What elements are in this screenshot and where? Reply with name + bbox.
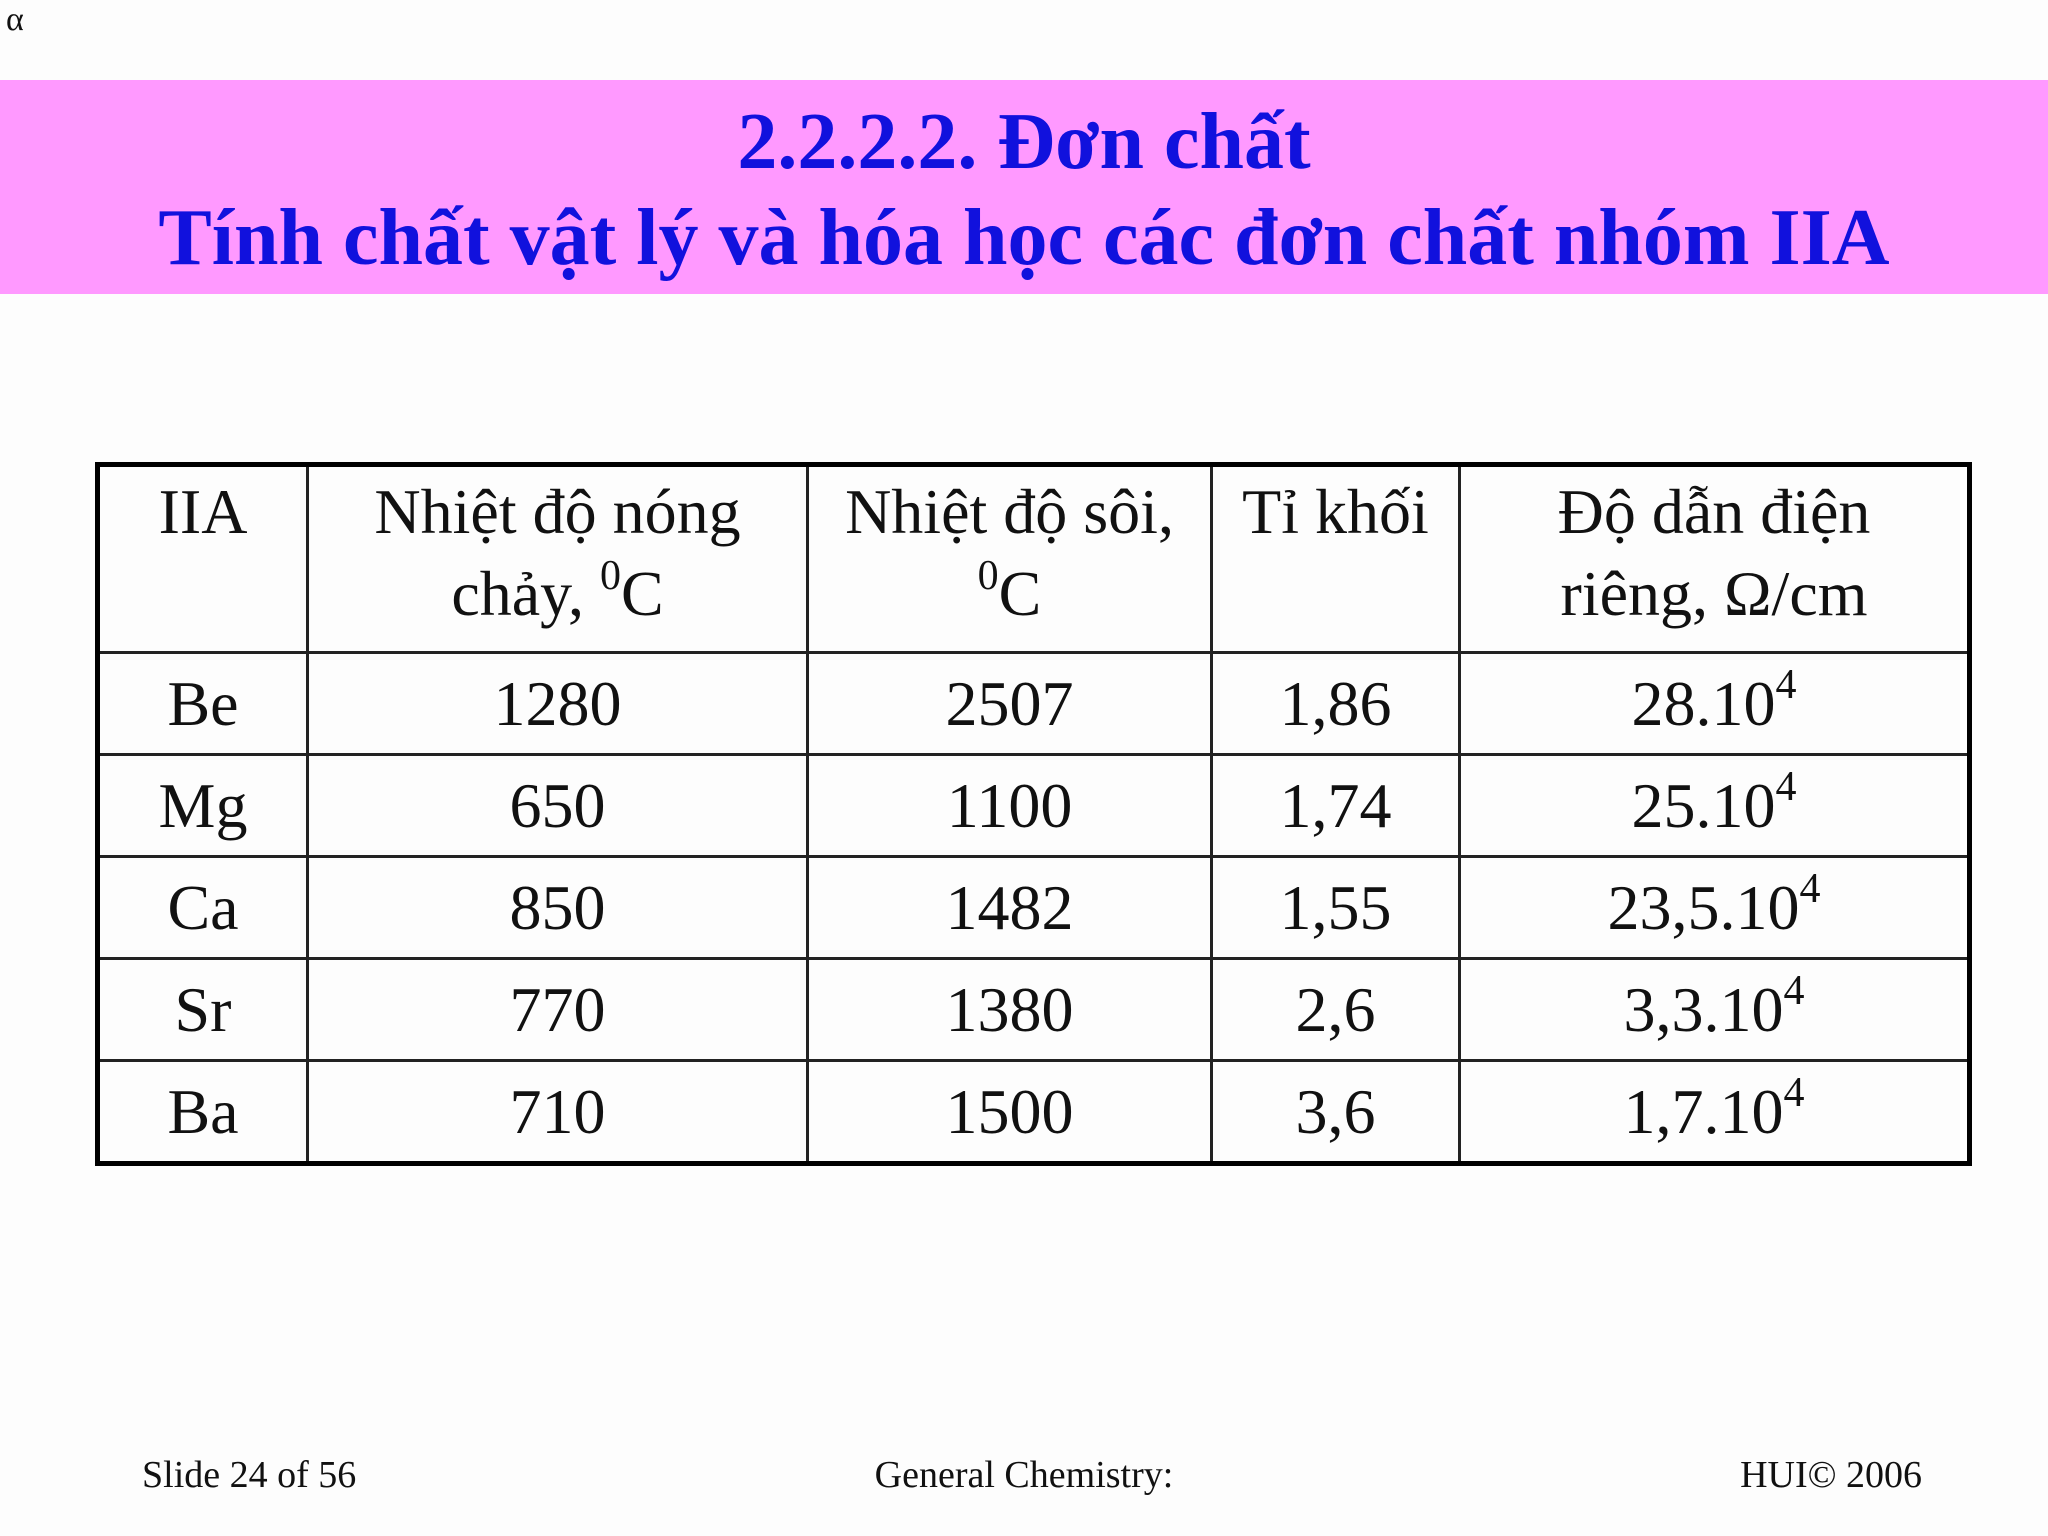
- cell-conductivity: 3,3.10$^4$: [1460, 959, 1970, 1061]
- cell-conductivity: 25.10$^4$: [1460, 755, 1970, 857]
- table-header-row: [98, 465, 1970, 653]
- cell-density: 1,86: [1212, 653, 1460, 755]
- table-row: [98, 1061, 1970, 1164]
- cell-melting: 850: [308, 857, 808, 959]
- cell-boiling: 2507: [808, 653, 1212, 755]
- header-boiling-point: Nhiệt độ sôi, $^0$C: [808, 465, 1212, 653]
- cell-density: 1,74: [1212, 755, 1460, 857]
- cell-conductivity: 1,7.10$^4$: [1460, 1061, 1970, 1164]
- cell-density: 3,6: [1212, 1061, 1460, 1164]
- cell-boiling: 1500: [808, 1061, 1212, 1164]
- slide-subtitle: Tính chất vật lý và hóa học các đơn chất nhóm IIA: [158, 194, 1890, 282]
- properties-table: [95, 462, 1972, 1166]
- header-melting-point: Nhiệt độ nóng chảy, $^0$C: [308, 465, 808, 653]
- footer-copyright: HUI© 2006: [1740, 1454, 1922, 1496]
- header-density: Tỉ khối: [1212, 465, 1460, 653]
- cell-element: Sr: [98, 959, 308, 1061]
- cell-density: 2,6: [1212, 959, 1460, 1061]
- footer-course: General Chemistry:: [874, 1454, 1174, 1496]
- table-row: [98, 755, 1970, 857]
- cell-melting: 770: [308, 959, 808, 1061]
- cell-boiling: 1380: [808, 959, 1212, 1061]
- cell-element: Mg: [98, 755, 308, 857]
- header-conductivity: Độ dẫn điện riêng, Ω/cm: [1460, 465, 1970, 653]
- table-row: [98, 653, 1970, 755]
- cell-density: 1,55: [1212, 857, 1460, 959]
- cell-conductivity: 23,5.10$^4$: [1460, 857, 1970, 959]
- cell-conductivity: 28.10$^4$: [1460, 653, 1970, 755]
- corner-symbol: α: [6, 1, 24, 38]
- slide-title: 2.2.2.2. Đơn chất: [737, 98, 1311, 186]
- cell-boiling: 1100: [808, 755, 1212, 857]
- cell-melting: 1280: [308, 653, 808, 755]
- table-row: [98, 959, 1970, 1061]
- cell-melting: 650: [308, 755, 808, 857]
- cell-element: Be: [98, 653, 308, 755]
- header-group: IIA: [98, 465, 308, 653]
- cell-element: Ba: [98, 1061, 308, 1164]
- cell-element: Ca: [98, 857, 308, 959]
- cell-melting: 710: [308, 1061, 808, 1164]
- footer-slide-number: Slide 24 of 56: [142, 1454, 357, 1496]
- cell-boiling: 1482: [808, 857, 1212, 959]
- table-row: [98, 857, 1970, 959]
